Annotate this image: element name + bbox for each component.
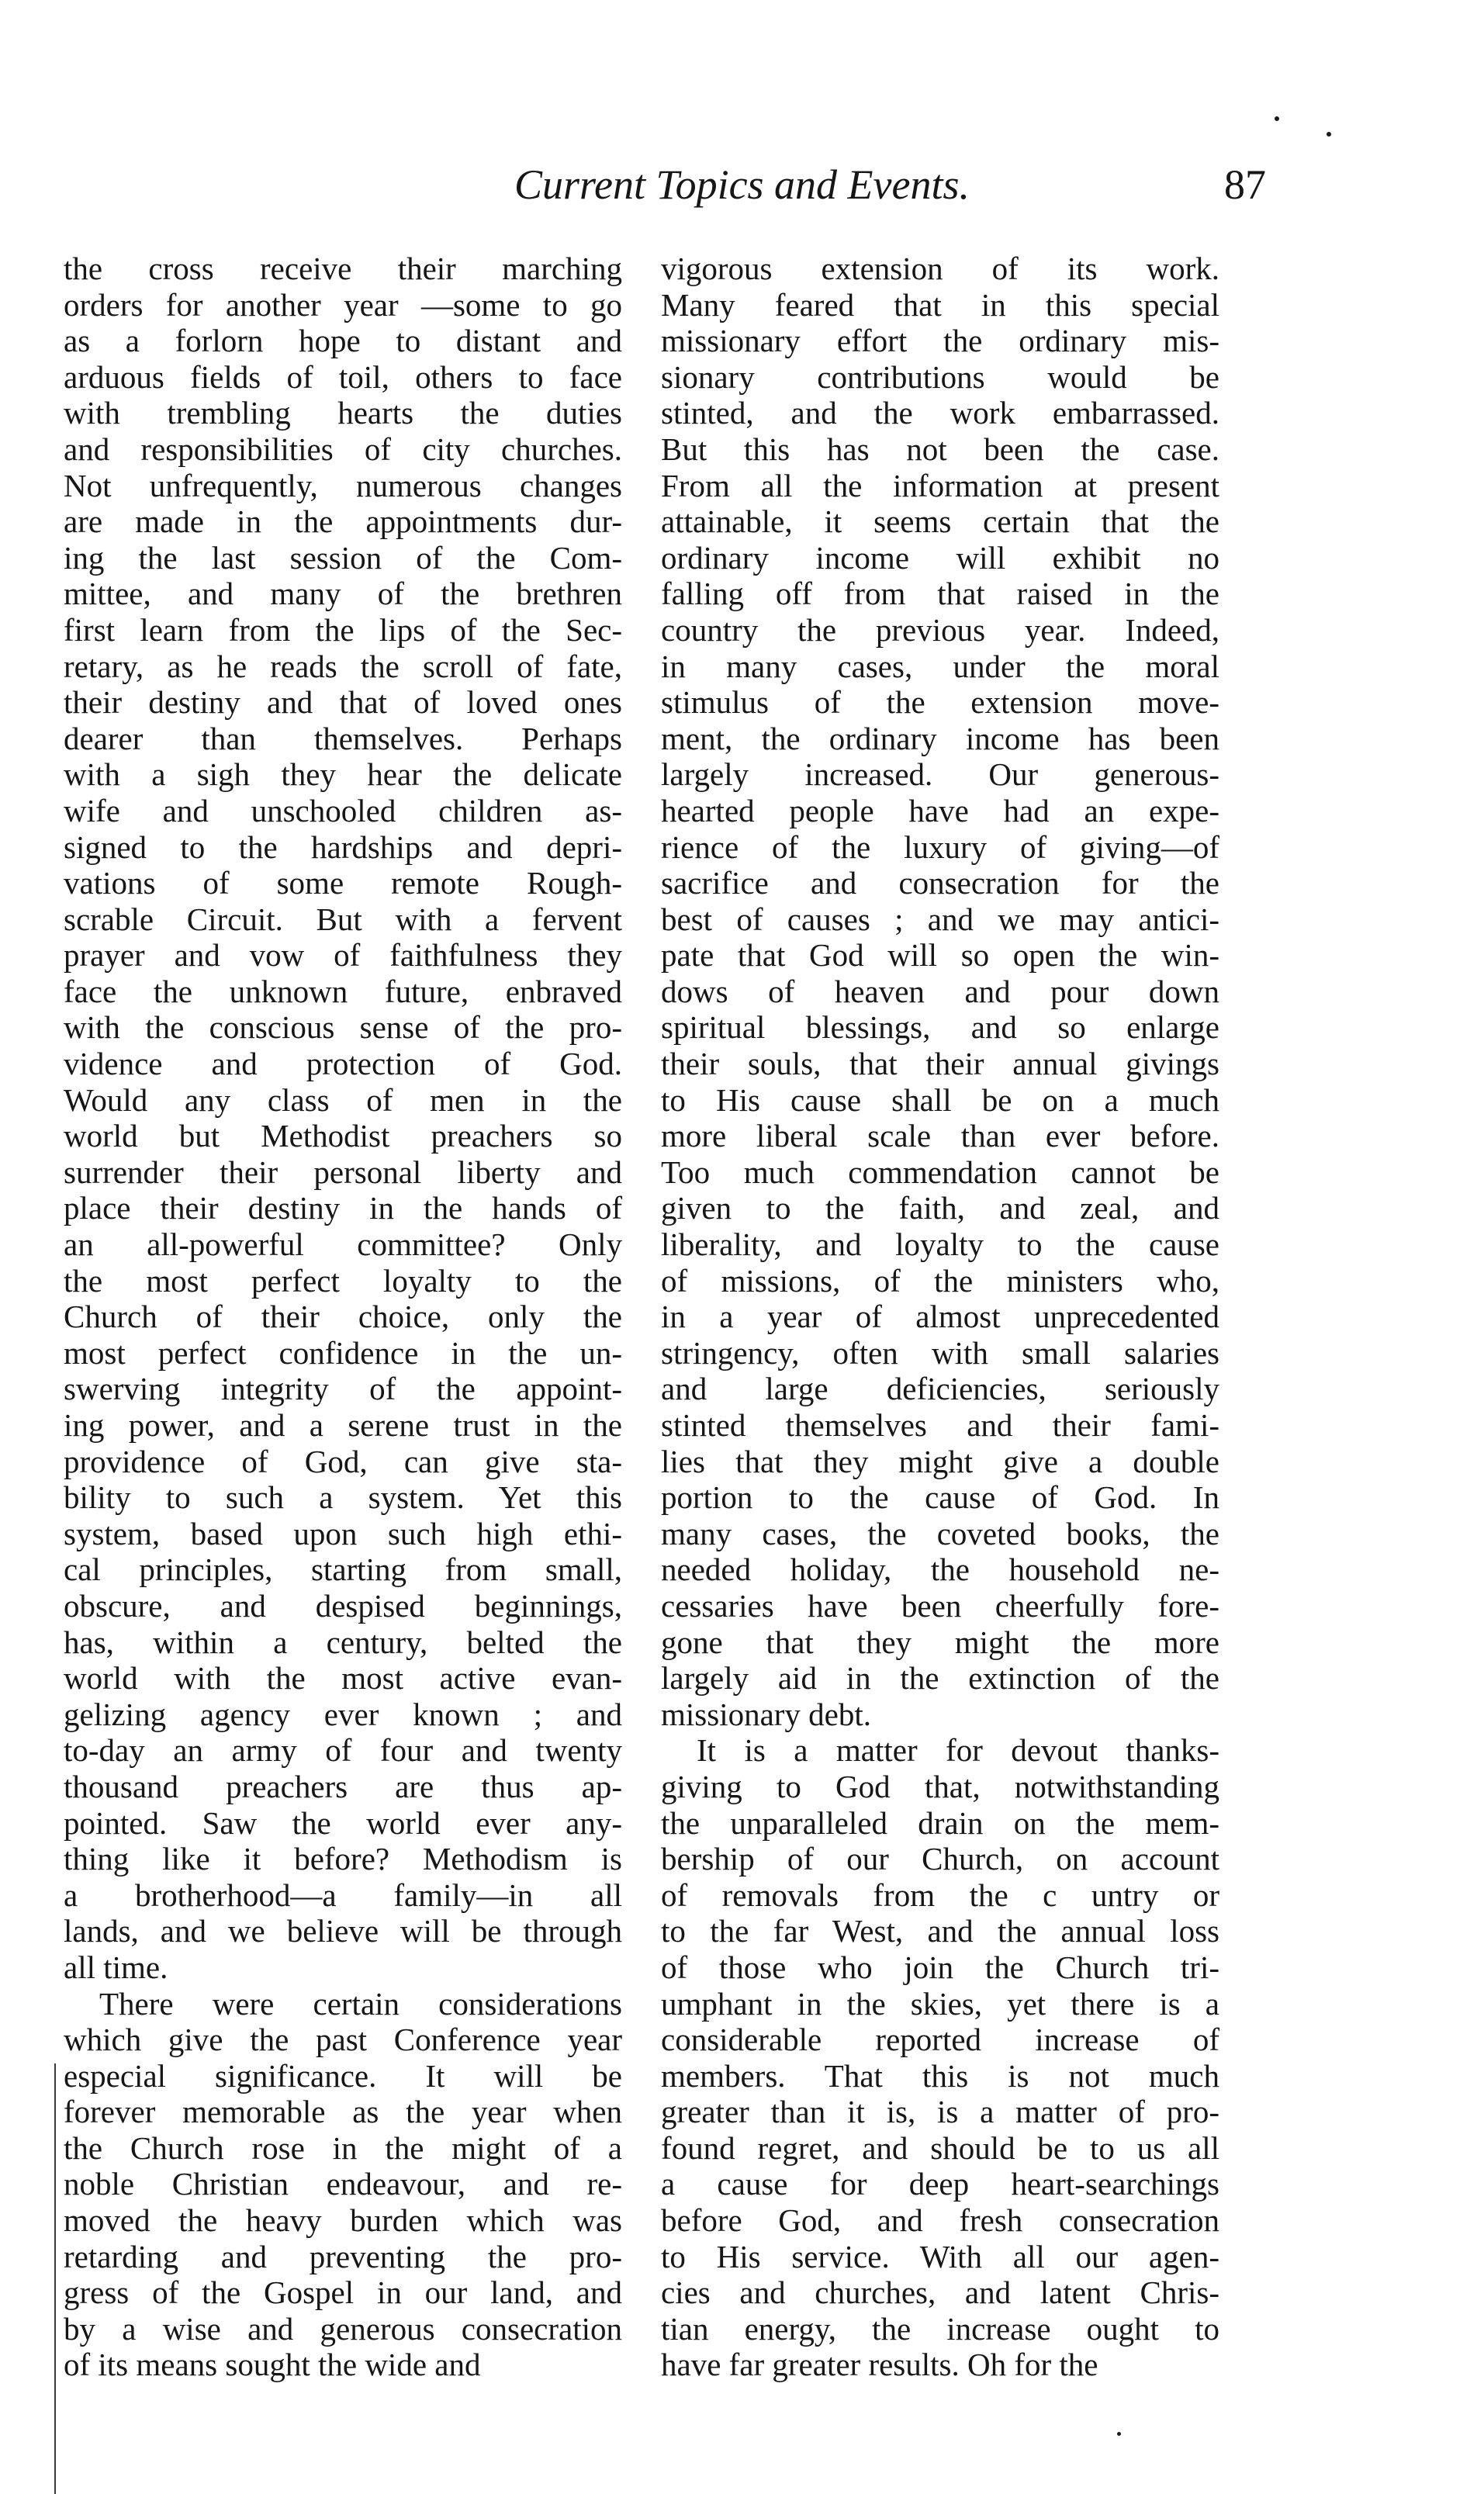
text-line: face the unknown future, enbraved — [64, 973, 622, 1009]
text-line: a brotherhood—a family—in all — [64, 1877, 622, 1913]
text-line: a cause for deep heart-searchings — [661, 2166, 1219, 2202]
text-line: are made in the appointments dur- — [64, 503, 622, 540]
text-line: spiritual blessings, and so enlarge — [661, 1009, 1219, 1046]
text-line: more liberal scale than ever before. — [661, 1118, 1219, 1154]
text-line: tian energy, the increase ought to — [661, 2310, 1219, 2347]
text-line: forever memorable as the year when — [64, 2094, 622, 2130]
text-line: country the previous year. Indeed, — [661, 611, 1219, 648]
text-line: their souls, that their annual givings — [661, 1046, 1219, 1082]
ink-speck — [1275, 116, 1279, 121]
text-line: system, based upon such high ethi- — [64, 1515, 622, 1551]
text-line: stimulus of the extension move- — [661, 684, 1219, 721]
text-line: cessaries have been cheerfully fore- — [661, 1587, 1219, 1624]
text-line: to His service. With all our agen- — [661, 2238, 1219, 2274]
text-line: arduous fields of toil, others to face — [64, 358, 622, 395]
right-column — [661, 251, 1219, 2383]
text-line: their destiny and that of loved ones — [64, 684, 622, 721]
text-line: vations of some remote Rough- — [64, 865, 622, 901]
text-line: From all the information at present — [661, 467, 1219, 503]
ink-speck — [1117, 2432, 1121, 2436]
text-line: vigorous extension of its work. — [661, 251, 1219, 286]
text-line: which give the past Conference year — [64, 2022, 622, 2058]
text-line: stinted, and the work embarrassed. — [661, 395, 1219, 431]
text-line: hearted people have had an expe- — [661, 792, 1219, 828]
text-line: all time. — [64, 1949, 168, 1985]
text-line: needed holiday, the household ne- — [661, 1551, 1219, 1588]
text-line: largely aid in the extinction of the — [661, 1660, 1219, 1697]
text-line: bership of our Church, on account — [661, 1841, 1219, 1877]
text-line: attainable, it seems certain that the — [661, 503, 1219, 540]
text-line: There were certain considerations — [99, 1985, 622, 2022]
text-line: prayer and vow of faithfulness they — [64, 937, 622, 974]
text-line: first learn from the lips of the Sec- — [64, 611, 622, 648]
text-line: retarding and preventing the pro- — [64, 2238, 622, 2274]
text-line: before God, and fresh consecration — [661, 2202, 1219, 2239]
text-line: with trembling hearts the duties — [64, 395, 622, 431]
text-line: place their destiny in the hands of — [64, 1190, 622, 1226]
text-line: thing like it before? Methodism is — [64, 1841, 622, 1877]
text-line: cal principles, starting from small, — [64, 1551, 622, 1588]
text-line: to the far West, and the annual loss — [661, 1913, 1219, 1949]
text-line: most perfect confidence in the un- — [64, 1334, 622, 1371]
text-line: portion to the cause of God. In — [661, 1479, 1219, 1516]
page-number: 87 — [1224, 161, 1266, 208]
text-line: dearer than themselves. Perhaps — [64, 720, 622, 756]
text-line: to-day an army of four and twenty — [64, 1732, 622, 1769]
text-line: liberality, and loyalty to the cause — [661, 1226, 1219, 1263]
text-line: considerable reported increase of — [661, 2022, 1219, 2058]
text-line: has, within a century, belted the — [64, 1624, 622, 1660]
text-line: pointed. Saw the world ever any- — [64, 1804, 622, 1841]
text-line: the most perfect loyalty to the — [64, 1262, 622, 1299]
text-line: world with the most active evan- — [64, 1660, 622, 1697]
text-line: It is a matter for devout thanks- — [697, 1732, 1219, 1769]
text-line: greater than it is, is a matter of pro- — [661, 2094, 1219, 2130]
text-line: obscure, and despised beginnings, — [64, 1587, 622, 1624]
text-line: pate that God will so open the win- — [661, 937, 1219, 974]
text-line: umphant in the skies, yet there is a — [661, 1985, 1219, 2022]
text-line: orders for another year —some to go — [64, 286, 622, 323]
text-line: sionary contributions would be — [661, 358, 1219, 395]
text-line: Too much commendation cannot be — [661, 1154, 1219, 1190]
ink-speck — [1327, 132, 1331, 137]
text-line: Many feared that in this special — [661, 286, 1219, 323]
text-line: and responsibilities of city churches. — [64, 431, 622, 467]
text-line: to His cause shall be on a much — [661, 1081, 1219, 1118]
text-line: the Church rose in the might of a — [64, 2129, 622, 2166]
text-line: of removals from the c untry or — [661, 1877, 1219, 1913]
text-line: in a year of almost unprecedented — [661, 1299, 1219, 1335]
text-line: But this has not been the case. — [661, 431, 1219, 467]
text-line: many cases, the coveted books, the — [661, 1515, 1219, 1551]
left-column — [64, 251, 622, 2383]
text-line: given to the faith, and zeal, and — [661, 1190, 1219, 1226]
text-line: rience of the luxury of giving—of — [661, 828, 1219, 865]
text-line: ordinary income will exhibit no — [661, 539, 1219, 576]
text-line: an all-powerful committee? Only — [64, 1226, 622, 1263]
text-line: thousand preachers are thus ap- — [64, 1768, 622, 1804]
text-line: gress of the Gospel in our land, and — [64, 2274, 622, 2311]
text-line: moved the heavy burden which was — [64, 2202, 622, 2239]
text-line: missionary debt. — [661, 1696, 872, 1732]
text-line: mittee, and many of the brethren — [64, 576, 622, 612]
text-line: have far greater results. Oh for the — [661, 2347, 1098, 2383]
text-line: in many cases, under the moral — [661, 648, 1219, 684]
text-line: stinted themselves and their fami- — [661, 1407, 1219, 1443]
text-line: best of causes ; and we may antici- — [661, 901, 1219, 937]
text-line: noble Christian endeavour, and re- — [64, 2166, 622, 2202]
text-line: vidence and protection of God. — [64, 1046, 622, 1082]
text-line: as a forlorn hope to distant and — [64, 323, 622, 359]
margin-rule — [54, 2063, 56, 2494]
text-line: with the conscious sense of the pro- — [64, 1009, 622, 1046]
text-line: and large deficiencies, seriously — [661, 1371, 1219, 1407]
text-line: giving to God that, notwithstanding — [661, 1768, 1219, 1804]
text-line: retary, as he reads the scroll of fate, — [64, 648, 622, 684]
text-line: stringency, often with small salaries — [661, 1334, 1219, 1371]
text-line: the unparalleled drain on the mem- — [661, 1804, 1219, 1841]
text-line: signed to the hardships and depri- — [64, 828, 622, 865]
text-line: cies and churches, and latent Chris- — [661, 2274, 1219, 2311]
text-line: scrable Circuit. But with a fervent — [64, 901, 622, 937]
text-line: falling off from that raised in the — [661, 576, 1219, 612]
running-title: Current Topics and Events. — [514, 161, 970, 208]
text-line: Would any class of men in the — [64, 1081, 622, 1118]
text-line: sacrifice and consecration for the — [661, 865, 1219, 901]
text-line: dows of heaven and pour down — [661, 973, 1219, 1009]
text-line: ing the last session of the Com- — [64, 539, 622, 576]
text-line: especial significance. It will be — [64, 2057, 622, 2094]
text-line: of missions, of the ministers who, — [661, 1262, 1219, 1299]
text-line: gone that they might the more — [661, 1624, 1219, 1660]
text-line: lands, and we believe will be through — [64, 1913, 622, 1949]
text-line: of those who join the Church tri- — [661, 1949, 1219, 1985]
text-line: the cross receive their marching — [64, 251, 622, 286]
text-line: ing power, and a serene trust in the — [64, 1407, 622, 1443]
text-line: found regret, and should be to us all — [661, 2129, 1219, 2166]
text-line: Church of their choice, only the — [64, 1299, 622, 1335]
text-line: of its means sought the wide and — [64, 2347, 481, 2383]
text-line: largely increased. Our generous- — [661, 756, 1219, 793]
text-line: providence of God, can give sta- — [64, 1443, 622, 1479]
text-line: members. That this is not much — [661, 2057, 1219, 2094]
text-line: gelizing agency ever known ; and — [64, 1696, 622, 1732]
text-line: by a wise and generous consecration — [64, 2310, 622, 2347]
text-line: swerving integrity of the appoint- — [64, 1371, 622, 1407]
text-line: Not unfrequently, numerous changes — [64, 467, 622, 503]
text-line: bility to such a system. Yet this — [64, 1479, 622, 1516]
text-line: missionary effort the ordinary mis- — [661, 323, 1219, 359]
text-line: surrender their personal liberty and — [64, 1154, 622, 1190]
text-line: with a sigh they hear the delicate — [64, 756, 622, 793]
text-line: wife and unschooled children as- — [64, 792, 622, 828]
text-line: lies that they might give a double — [661, 1443, 1219, 1479]
text-line: ment, the ordinary income has been — [661, 720, 1219, 756]
text-line: world but Methodist preachers so — [64, 1118, 622, 1154]
